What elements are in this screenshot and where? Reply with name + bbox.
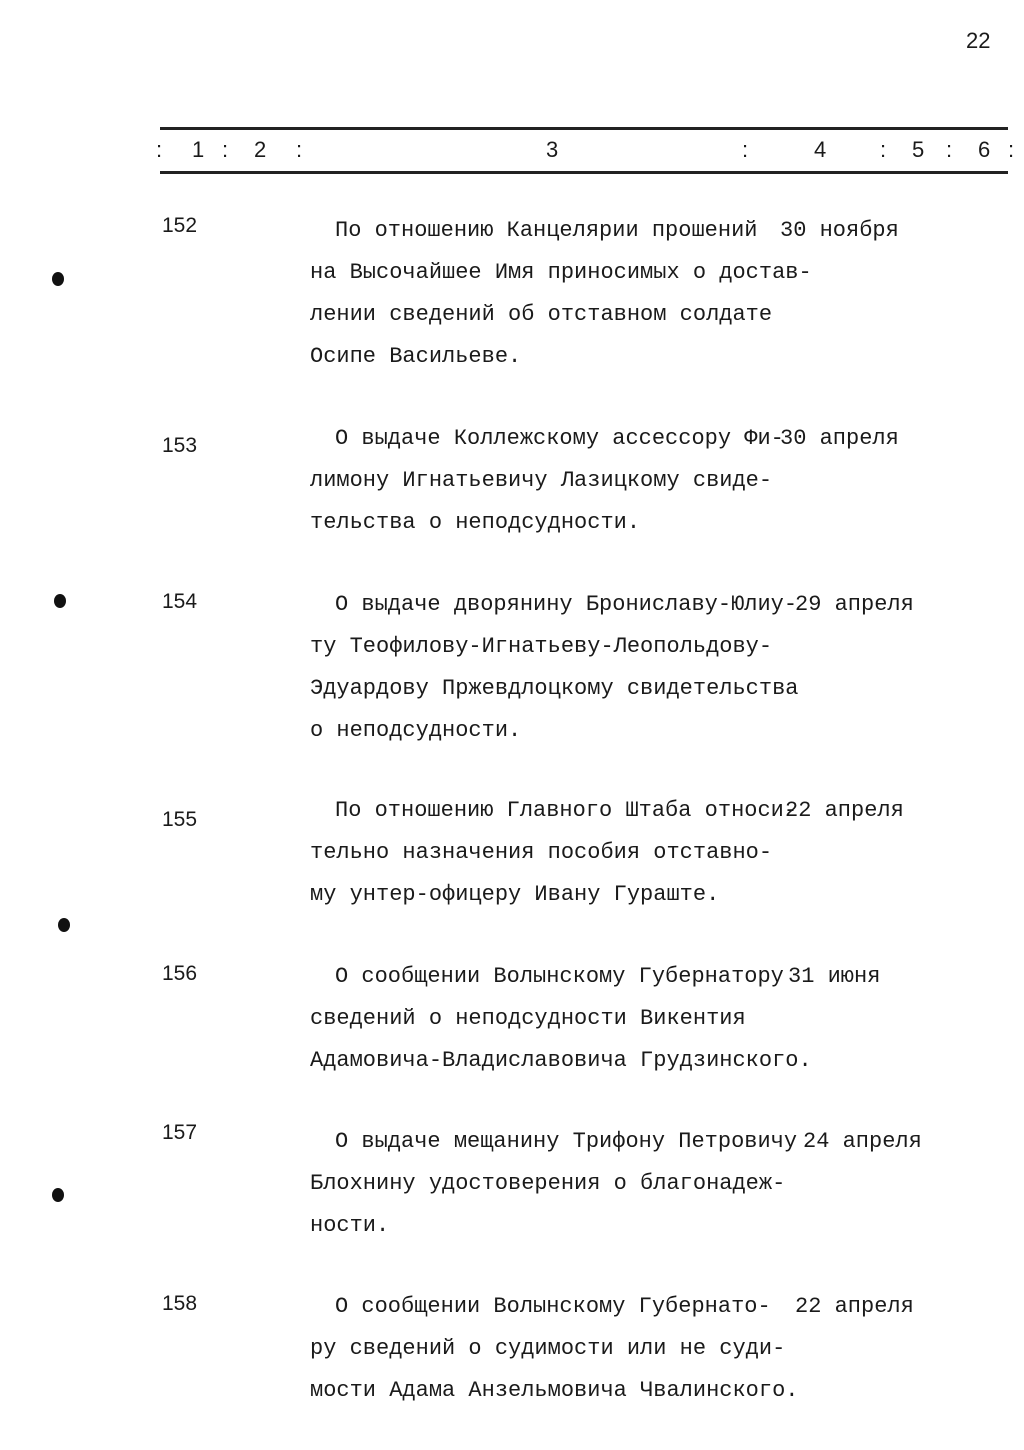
entry-line: Эдуардову Пржевдлоцкому свидетельства	[310, 676, 799, 701]
entry-line: лении сведений об отставном солдате	[310, 302, 773, 327]
entry-line: О сообщении Волынскому Губернато-	[335, 1294, 771, 1319]
entry-line: По отношению Канцелярии прошений	[335, 218, 758, 243]
entry-line: О выдаче Коллежскому ассессору Фи-	[335, 426, 784, 451]
column-header-3: 3	[546, 137, 559, 162]
entry-number: 155	[162, 808, 198, 831]
entry-description	[310, 210, 812, 378]
punch-hole-mark	[58, 918, 70, 932]
column-separator: :	[296, 137, 303, 162]
entry-line: По отношению Главного Штаба относи-	[335, 798, 798, 823]
column-header-5: 5	[912, 137, 925, 162]
entry-description	[310, 418, 784, 544]
entry-line: тельства о неподсудности.	[310, 510, 641, 535]
punch-hole-mark	[52, 1188, 64, 1202]
entry-line: мости Адама Анзельмовича Чвалинского.	[310, 1378, 799, 1403]
entry-line: Адамовича-Владиславовича Грудзинского.	[310, 1048, 812, 1073]
column-separator: :	[742, 137, 749, 162]
entry-line: му унтер-офицеру Ивану Гураште.	[310, 882, 720, 907]
entry-line: ту Теофилову-Игнатьеву-Леопольдову-	[310, 634, 773, 659]
entry-number: 156	[162, 962, 198, 985]
entry-number: 158	[162, 1292, 198, 1315]
column-header-2: 2	[254, 137, 267, 162]
entry-line: ру сведений о судимости или не суди-	[310, 1336, 786, 1361]
entry-line: сведений о неподсудности Викентия	[310, 1006, 746, 1031]
entry-line: о неподсудности.	[310, 718, 522, 743]
entry-line: О выдаче дворянину Брониславу-Юлиу-	[335, 592, 798, 617]
column-separator: :	[156, 137, 163, 162]
entry-line: лимону Игнатьевичу Лазицкому свиде-	[310, 468, 773, 493]
table-header-top-rule	[160, 127, 1008, 130]
entry-date: 29 апреля	[795, 592, 914, 617]
table-header-bottom-rule	[160, 171, 1008, 174]
entry-date: 30 ноября	[780, 218, 899, 243]
entry-number: 153	[162, 434, 198, 457]
entry-date: 30 апреля	[780, 426, 899, 451]
entry-date: 24 апреля	[803, 1129, 922, 1154]
punch-hole-mark	[54, 594, 66, 608]
column-separator: :	[1008, 137, 1015, 162]
column-header-6: 6	[978, 137, 991, 162]
entry-line: Осипе Васильеве.	[310, 344, 522, 369]
entry-number: 157	[162, 1121, 198, 1144]
column-header-1: 1	[192, 137, 205, 162]
entry-line: ности.	[310, 1213, 390, 1238]
entry-date: 31 июня	[788, 964, 881, 989]
entry-line: О выдаче мещанину Трифону Петровичу	[335, 1129, 798, 1154]
column-separator: :	[222, 137, 229, 162]
column-header-4: 4	[814, 137, 827, 162]
entry-description	[310, 584, 798, 752]
entry-number: 154	[162, 590, 198, 613]
entry-line: О сообщении Волынскому Губернатору	[335, 964, 784, 989]
column-separator: :	[880, 137, 887, 162]
entry-description	[310, 1286, 798, 1412]
page-number: 22	[966, 28, 991, 53]
entry-line: на Высочайшее Имя приносимых о достав-	[310, 260, 812, 285]
entry-date: 22 апреля	[795, 1294, 914, 1319]
entry-description	[310, 1121, 797, 1247]
entry-description	[310, 956, 812, 1082]
entry-date: 22 апреля	[785, 798, 904, 823]
entry-line: Блохнину удостоверения о благонадеж-	[310, 1171, 786, 1196]
entry-number: 152	[162, 214, 198, 237]
entry-line: тельно назначения пособия отставно-	[310, 840, 773, 865]
column-separator: :	[946, 137, 953, 162]
entry-description	[310, 790, 797, 916]
punch-hole-mark	[52, 272, 64, 286]
